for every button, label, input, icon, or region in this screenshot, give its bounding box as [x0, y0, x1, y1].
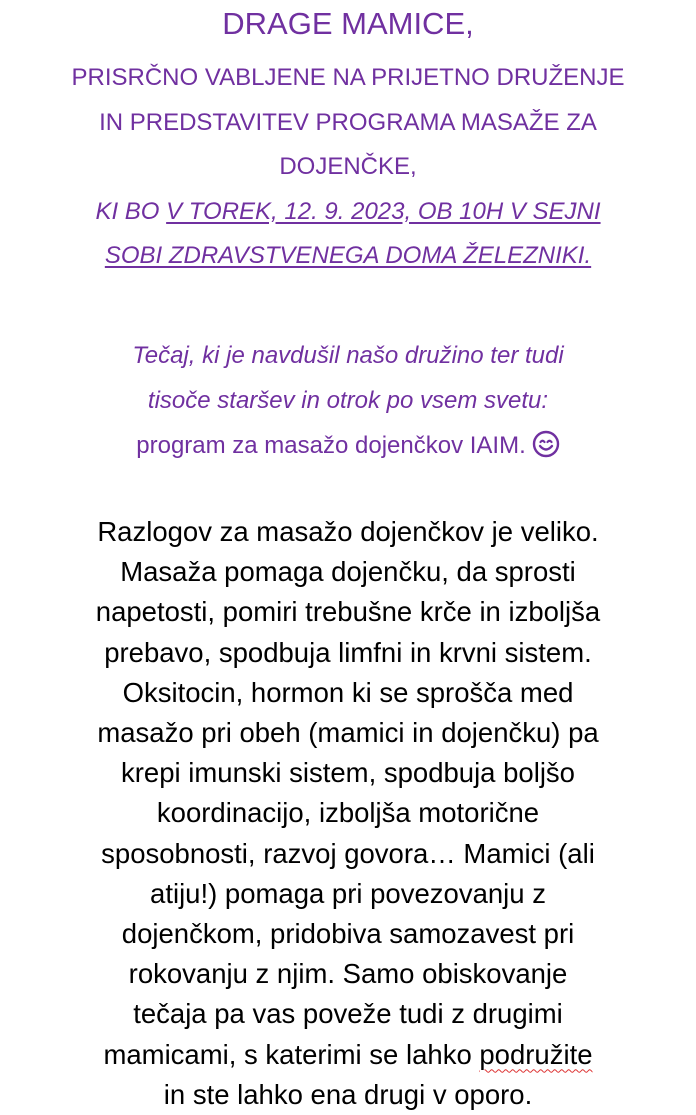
invitation-line: PRISRČNO VABLJENE NA PRIJETNO DRUŽENJE: [71, 64, 625, 91]
invitation-date-prefix: KI BO: [95, 197, 167, 225]
invitation-line: DOJENČKE,: [279, 153, 417, 180]
page-title: DRAGE MAMICE,: [222, 6, 474, 41]
invitation-date-line: [0, 190, 696, 235]
smiley-face-icon: [532, 428, 560, 473]
body-paragraph: [0, 512, 696, 1115]
course-line: tisoče staršev in otrok po vsem svetu:: [147, 387, 549, 414]
course-program-line: [0, 423, 696, 473]
body-line: Masaža pomaga dojenčku, da sprosti: [120, 556, 576, 588]
body-line: prebavo, spodbuja limfni in krvni sistem.: [104, 636, 592, 668]
body-line: atiju!) pomaga pri povezovanju z: [150, 877, 546, 909]
invitation-line: IN PREDSTAVITEV PROGRAMA MASAŽE ZA: [99, 108, 597, 136]
course-program-text: program za masažo dojenčkov IAIM.: [136, 432, 526, 459]
body-line: napetosti, pomiri trebušne krče in izboljša: [95, 596, 601, 628]
invitation-block: [0, 56, 696, 279]
invitation-location: SOBI ZDRAVSTVENEGA DOMA ŽELEZNIKI.: [104, 242, 592, 269]
body-line: Razlogov za masažo dojenčkov je veliko.: [97, 516, 599, 547]
course-block: [0, 333, 696, 473]
spellcheck-flagged-word[interactable]: podružite: [479, 1038, 593, 1070]
body-line: krepi imunski sistem, spodbuja boljšo: [121, 757, 575, 789]
body-line: in ste lahko ena drugi v oporo.: [163, 1078, 533, 1110]
invitation-date: V TOREK, 12. 9. 2023, OB 10H V SEJNI: [166, 197, 601, 225]
course-line: Tečaj, ki je navdušil našo družino ter tudi: [132, 342, 564, 369]
body-line: sposobnosti, razvoj govora… Mamici (ali: [101, 837, 595, 869]
body-line: Oksitocin, hormon ki se sprošča med: [122, 676, 574, 708]
body-line: rokovanju z njim. Samo obiskovanje: [128, 958, 568, 990]
body-line-text: mamicami, s katerimi se lahko: [103, 1038, 480, 1070]
invitation-location-line: [0, 234, 696, 279]
body-line: koordinacijo, izboljša motorične: [156, 797, 540, 829]
body-line: [0, 1035, 696, 1075]
body-line: masažo pri obeh (mamici in dojenčku) pa: [97, 717, 599, 749]
body-line: tečaja pa vas poveže tudi z drugimi: [133, 998, 563, 1030]
body-line: dojenčkom, pridobiva samozavest pri: [121, 918, 575, 950]
